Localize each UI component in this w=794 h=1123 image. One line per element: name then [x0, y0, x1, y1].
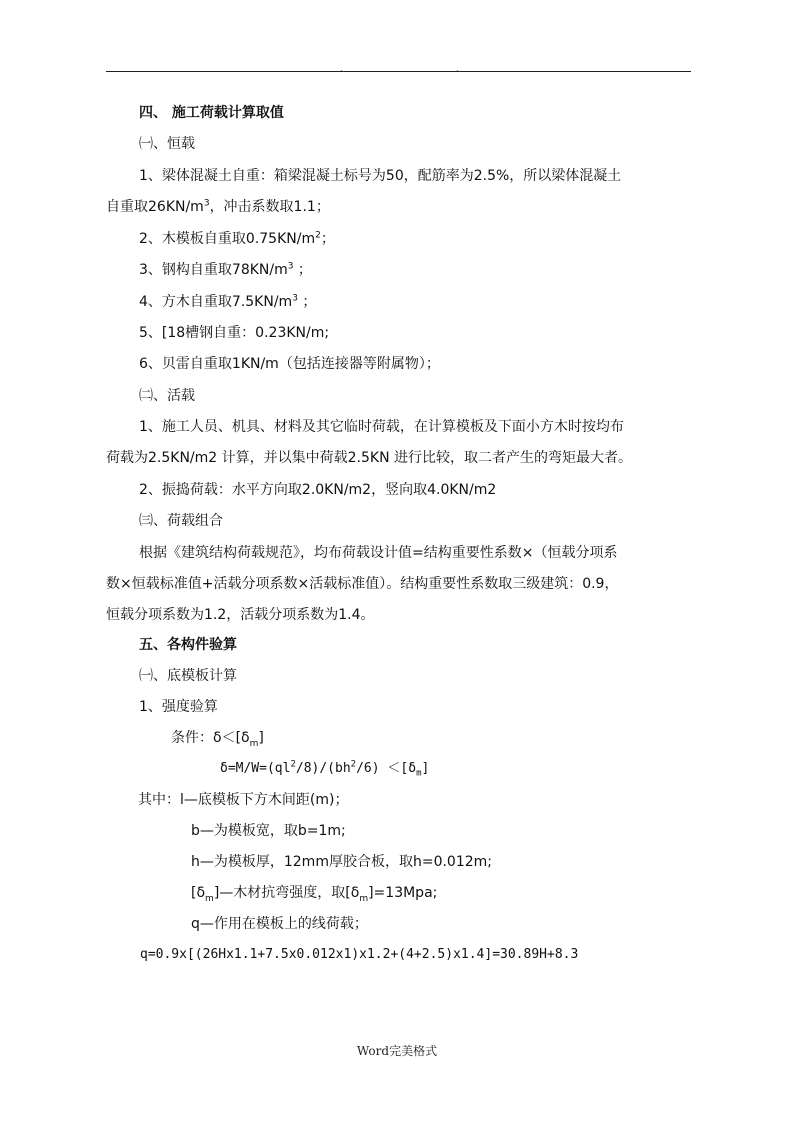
dead-load-heading: ㈠、恒载: [139, 136, 195, 152]
where-h-definition: h—为模板厚，12mm厚胶合板，取h=0.012m;: [191, 854, 492, 870]
where-l-definition: 其中：l—底模板下方木间距(m)；: [138, 792, 349, 808]
load-combo-line-1: 根据《建筑结构荷载规范》，均布荷载设计值=结构重要性系数×（恒载分项系: [139, 545, 618, 561]
bottom-formwork-heading: ㈠、底模板计算: [139, 668, 237, 684]
dead-load-item-3: 3、钢构自重取$78KN/m^3$ ；: [139, 261, 312, 278]
dead-load-item-1-line-1: 1、梁体混凝土自重：箱梁混凝土标号为50，配筋率为2.5%，所以梁体混凝土: [139, 168, 622, 184]
live-load-item-1-line-1: 1、施工人员、机具、材料及其它临时荷载，在计算模板及下面小方木时按均布: [139, 419, 624, 435]
load-combo-heading: ㈢、荷载组合: [139, 513, 223, 529]
dead-load-item-5: 5、[18槽钢自重：0.23KN/m;: [139, 325, 330, 341]
dead-load-item-2: 2、木模板自重取$0.75KN/m^2$；: [139, 230, 335, 247]
where-delta-definition: $[\delta_m]—$木材抗弯强度，取$[\delta_m]=13Mpa$;: [191, 885, 438, 904]
dead-load-item-4: 4、方木自重取$7.5KN/m^3$ ；: [139, 293, 317, 310]
header-dot: .: [340, 64, 343, 73]
strength-check-heading: 1、强度验算: [139, 699, 218, 715]
line-load-equation: q=0.9x[(26Hx1.1+7.5x0.012x1)x1.2+(4+2.5)x1.4]=30.89H+8.3: [140, 947, 579, 962]
where-b-definition: b—为模板宽，取b=1m;: [191, 823, 346, 839]
dead-load-item-6: 6、贝雷自重取1KN/m（包括连接器等附属物）；: [139, 356, 440, 372]
header-dot: .: [456, 64, 459, 73]
page-footer: Word完美格式: [356, 1044, 438, 1058]
dead-load-item-1-line-2: 自重取$26KN/m^3$，冲击系数取1.1；: [106, 198, 330, 215]
section-4-title: 四、 施工荷载计算取值: [139, 105, 284, 121]
live-load-item-2: 2、振捣荷载：水平方向取2.0KN/m2，竖向取4.0KN/m2: [139, 482, 497, 498]
condition-line: 条件：$\delta<[\delta_m]$: [171, 730, 264, 749]
live-load-heading: ㈡、活载: [139, 388, 195, 404]
stress-formula: $\delta=M/W=(ql^2/8)/(bh^2/6) <[\delta_m]$: [220, 759, 430, 779]
load-combo-line-2: 数×恒载标准值+活载分项系数×活载标准值）。结构重要性系数取三级建筑：0.9，: [106, 576, 619, 592]
where-q-definition: q—作用在模板上的线荷载；: [191, 916, 368, 932]
live-load-item-1-line-2: 荷载为2.5KN/m2 计算，并以集中荷载2.5KN 进行比较，取二者产生的弯矩最大者。: [106, 450, 632, 466]
load-combo-line-3: 恒载分项系数为1.2，活载分项系数为1.4。: [106, 607, 375, 623]
header-rule: [106, 71, 691, 72]
section-5-title: 五、各构件验算: [139, 637, 237, 653]
